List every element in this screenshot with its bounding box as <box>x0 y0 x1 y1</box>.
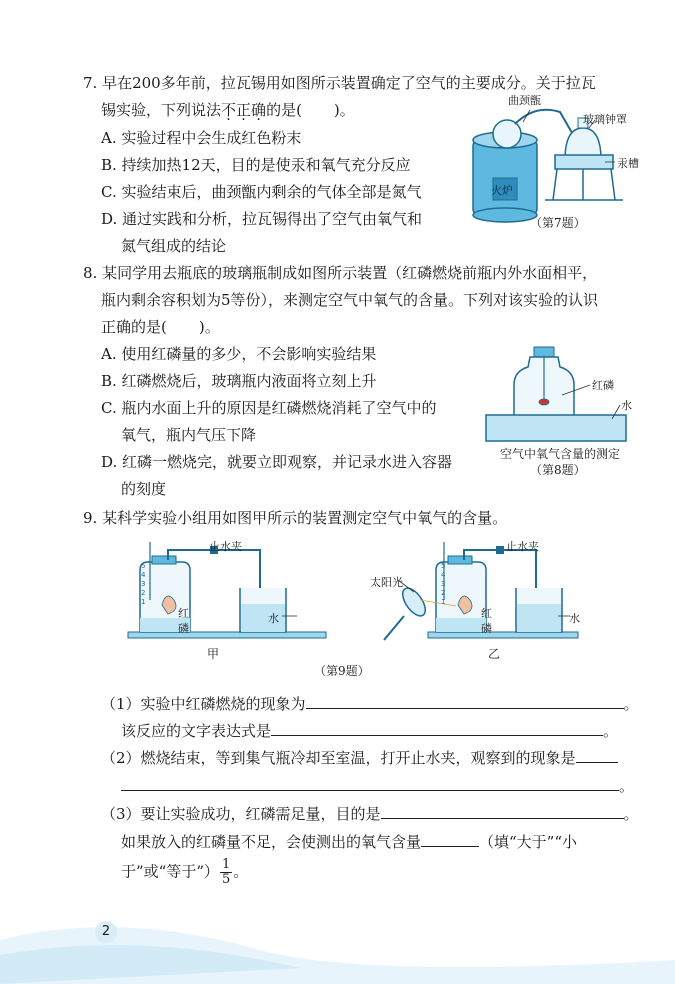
q8-option-b: B. 红磷燃烧后，玻璃瓶内液面将立刻上升 <box>101 372 377 390</box>
label-clamp-jia: 止水夹 <box>209 540 242 553</box>
q8-caption: （第8题） <box>530 463 586 477</box>
figure-oxygen-content-test <box>482 345 632 445</box>
label-phosphorus-jia-2: 磷 <box>178 622 189 635</box>
q7-option-b: B. 持续加热12天，目的是使汞和氧气充分反应 <box>101 156 411 174</box>
answer-blank[interactable] <box>381 804 624 819</box>
label-clamp-yi: 止水夹 <box>506 540 539 553</box>
answer-blank[interactable] <box>271 721 603 736</box>
q8-stem-line3: 正确的是( )。 <box>101 318 220 336</box>
label-water-yi: 水 <box>569 612 580 625</box>
emphasis-dot-char: 正 <box>236 101 252 119</box>
answer-blank[interactable] <box>306 694 624 709</box>
q9-stem: 9. 某科学实验小组用如图甲所示的装置测定空气中氧气的含量。 <box>83 509 508 527</box>
answer-blank[interactable] <box>576 748 618 763</box>
q8-option-c-cont: 氧气，瓶内气压下降 <box>121 426 257 444</box>
q9-sub3-line2: 如果放入的红磷量不足，会使测出的氧气含量 （填“大于”“小 <box>121 833 578 851</box>
q7-stem-line2: 锡实验，下列说法不正确的是( )。 <box>101 101 355 119</box>
q9-sub1-line1: （1）实验中红磷燃烧的现象为 。 <box>101 695 639 713</box>
label-phosphorus-yi-2: 磷 <box>481 622 492 635</box>
label-sunlight: 太阳光 <box>370 576 403 589</box>
q9-sub2-line2: 。 <box>121 775 634 796</box>
fraction-one-fifth: $\frac{1}{5}$ <box>222 857 231 887</box>
label-mercury-trough: 汞槽 <box>617 157 639 170</box>
q9-sub3-line1: （3）要让实验成功，红磷需足量，目的是 。 <box>101 805 639 823</box>
label-phosphorus-yi-1: 红 <box>481 607 492 620</box>
emphasis-dot-char: 不 <box>221 101 237 119</box>
q8-stem-line1: 8. 某同学用去瓶底的玻璃瓶制成如图所示装置（红磷燃烧前瓶内外水面相平， <box>83 264 598 282</box>
page-number: 2 <box>95 921 117 943</box>
q7-option-d-cont: 氮气组成的结论 <box>121 237 227 255</box>
q8-stem-line2: 瓶内剩余容积划为5等份），来测定空气中氧气的含量。下列对该实验的认识 <box>101 291 599 309</box>
q7-option-c: C. 实验结束后，曲颈甑内剩余的气体全部是氮气 <box>101 183 422 201</box>
q9-caption: （第9题） <box>314 664 370 678</box>
label-retort: 曲颈甑 <box>508 94 541 107</box>
label-apparatus-yi: 乙 <box>488 647 501 661</box>
label-furnace: 火炉 <box>491 184 513 197</box>
q8-figure-title: 空气中氧气含量的测定 <box>500 447 621 461</box>
label-bell-jar: 玻璃钟罩 <box>583 113 627 126</box>
q7-option-a: A. 实验过程中会生成红色粉末 <box>101 129 302 147</box>
emphasis-dot-char: 确 <box>251 101 267 119</box>
q9-sub3-line3: 于”或“等于”） $\frac{1}{5}$ 。 <box>121 857 249 887</box>
q8-option-a: A. 使用红磷量的多少，不会影响实验结果 <box>101 345 377 363</box>
label-water-jia: 水 <box>268 612 279 625</box>
label-water: 水 <box>621 399 632 412</box>
q7-option-d: D. 通过实践和分析，拉瓦锡得出了空气由氧气和 <box>101 210 423 228</box>
label-red-phosphorus: 红磷 <box>592 379 614 392</box>
q9-sub2-line1: （2）燃烧结束，等到集气瓶冷却至室温，打开止水夹，观察到的现象是 <box>101 747 618 768</box>
q8-option-d: D. 红磷一燃烧完，就要立即观察，并记录水进入容器 <box>101 453 453 471</box>
q9-sub1-line2: 该反应的文字表达式是 。 <box>121 722 619 740</box>
answer-blank[interactable] <box>121 776 619 791</box>
scale-marks-jia: 5 4 3 2 1 <box>141 562 146 606</box>
q7-caption: （第7题） <box>530 216 586 230</box>
q8-option-d-cont: 的刻度 <box>121 480 167 498</box>
q8-option-c: C. 瓶内水面上升的原因是红磷燃烧消耗了空气中的 <box>101 399 437 417</box>
scale-marks-yi: 5 4 3 2 1 <box>441 562 446 606</box>
q7-stem-line1: 7. 早在200多年前，拉瓦锡用如图所示装置确定了空气的主要成分。关于拉瓦 <box>83 74 596 92</box>
figure-apparatus-jia <box>122 540 332 650</box>
answer-blank[interactable] <box>421 832 479 847</box>
label-apparatus-jia: 甲 <box>207 647 220 661</box>
label-phosphorus-jia-1: 红 <box>178 607 189 620</box>
